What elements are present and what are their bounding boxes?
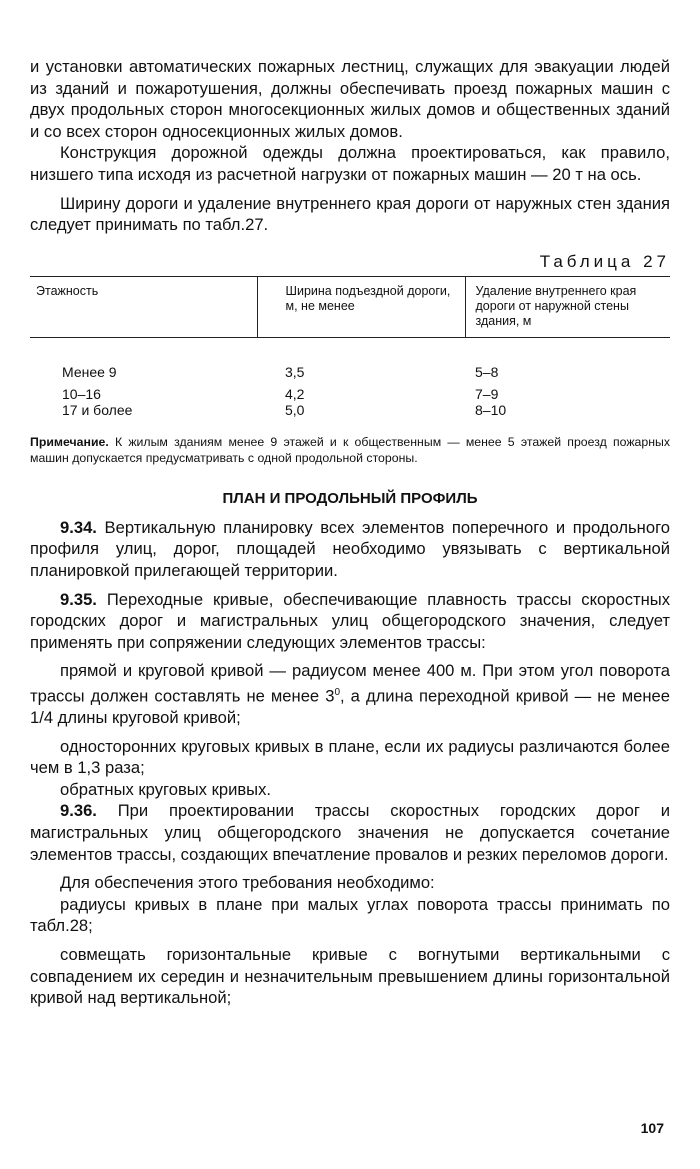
item-9-35-b: односторонних круговых кривых в плане, если их радиусы различаются более чем в 1,3 раза; — [30, 736, 670, 778]
item-9-35-a: прямой и круговой кривой — радиусом менее 400 м. При этом угол поворота трассы должен составлять не менее $3^0$, а длина переходной кривой — не менее 1/4 длины круговой кривой; — [30, 661, 670, 728]
paragraph-road-width: Ширину дороги и удаление внутреннего края дороги от наружных стен здания следует принимать по табл.27. — [30, 193, 670, 235]
table-row: 17 и более 5,0 8–10 — [62, 401, 507, 418]
table-row: Менее 9 3,5 5–8 — [62, 363, 499, 380]
item-number: 9.36. — [60, 801, 97, 821]
item-9-36: 9.36. При проектировании трассы скоростных городских дорог и магистральных улиц общегородского значения не допускается сочетание элементов трассы, создающих впечатление провалов и резких переломов дороги. — [30, 801, 670, 864]
item-9-36-intro: Для обеспечения этого требования необходимо: — [60, 873, 435, 893]
section-heading: ПЛАН И ПРОДОЛЬНЫЙ ПРОФИЛЬ — [222, 489, 478, 507]
table-caption: Таблица 27 — [539, 251, 670, 271]
paragraph-continuation: и установки автоматических пожарных лестниц, служащих для эвакуации людей из зданий и пожаротушения, должны обеспечивать проезд пожарных машин с двух продольных сторон многосекционных жилых домов и общественных зданий и со всех сторон односекционных жилых домов. — [30, 57, 670, 141]
item-number: 9.34. — [60, 517, 97, 537]
table-27 — [30, 276, 670, 418]
page-content — [30, 56, 670, 1009]
table-row: 10–16 4,2 7–9 — [62, 385, 499, 402]
page-number: 107 — [640, 1120, 664, 1136]
table-header-floors: Этажность — [30, 276, 257, 337]
table-note-label: Примечание. — [30, 434, 109, 449]
item-9-35: 9.35. Переходные кривые, обеспечивающие плавность трассы скоростных городских дорог и магистральных улиц общегородского значения, следует применять при сопряжении следующих элементов трассы: — [30, 589, 670, 652]
paragraph-road-construction: Конструкция дорожной одежды должна проектироваться, как правило, низшего типа исходя из расчетной нагрузки от пожарных машин — 20 т на ось. — [30, 143, 670, 184]
table-header-distance: Удаление внутреннего края дороги от наружной стены здания, м — [465, 276, 670, 337]
table-note — [30, 434, 670, 466]
table-note-text: К жилым зданиям менее 9 этажей и к общественным — менее 5 этажей проезд пожарных машин допускается предусматривать с одной продольной стороны. — [30, 434, 670, 465]
item-number: 9.35. — [60, 589, 97, 609]
table-header-width: Ширина подъездной дороги, м, не менее — [257, 276, 465, 337]
item-9-36-b: совмещать горизонтальные кривые с вогнутыми вертикальными с совпадением их середин и незначительным превышением длины горизонтальной кривой над вертикальной; — [30, 944, 670, 1008]
item-9-34: 9.34. Вертикальную планировку всех элементов поперечного и продольного профиля улиц, дорог, площадей необходимо увязывать с вертикальной планировкой прилегающей территории. — [30, 517, 670, 580]
item-9-36-a: радиусы кривых в плане при малых углах поворота трассы принимать по табл.28; — [30, 894, 670, 936]
item-9-35-c: обратных круговых кривых. — [60, 779, 271, 799]
degree-superscript: 0 — [334, 686, 340, 698]
